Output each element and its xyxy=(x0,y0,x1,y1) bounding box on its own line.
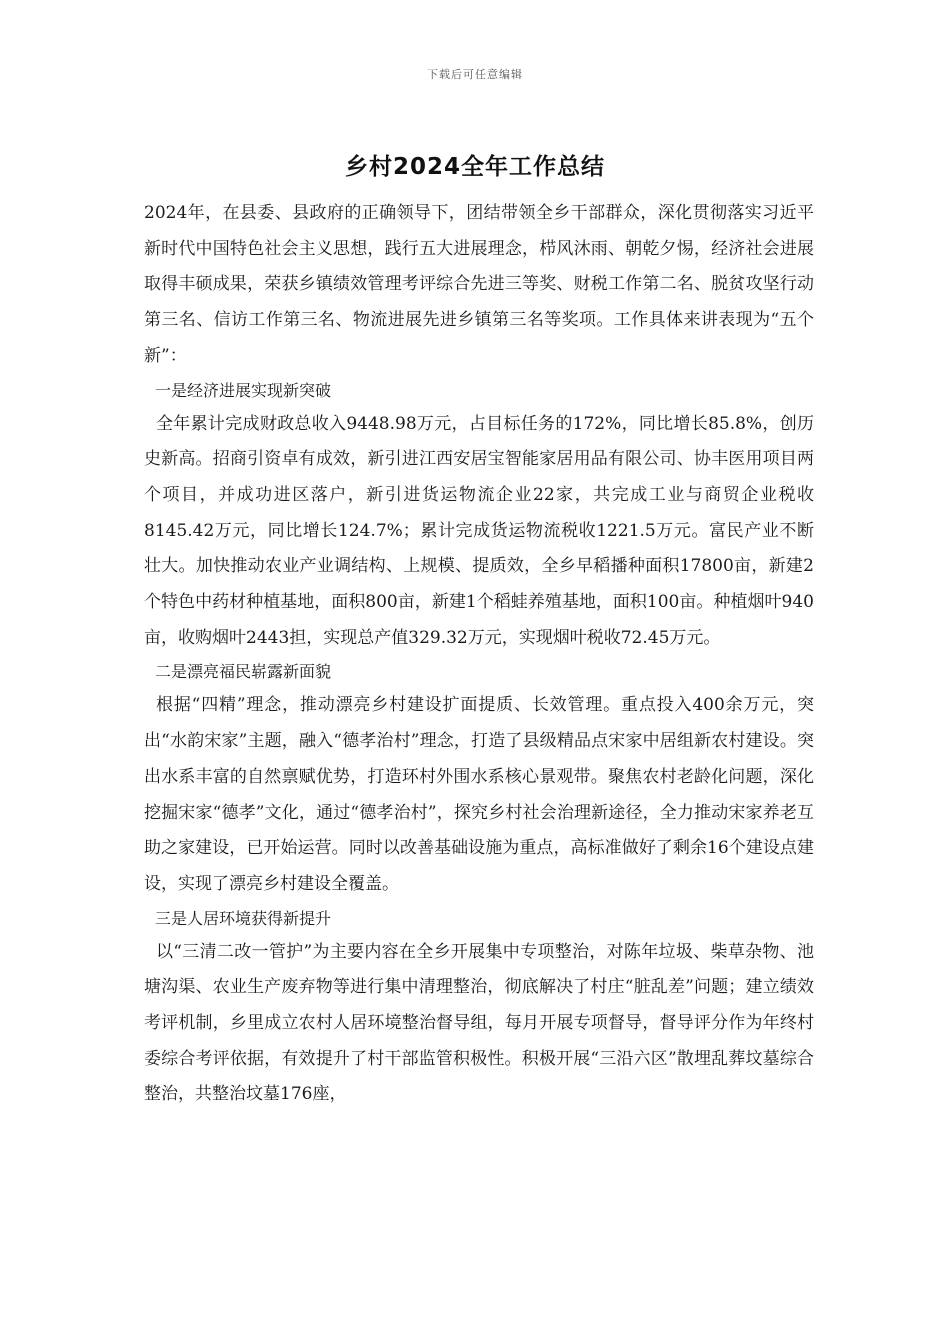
page-header-note: 下载后可任意编辑 xyxy=(427,68,523,81)
section-heading-living-environment: 三是人居环境获得新提升 xyxy=(155,908,332,928)
intro-paragraph: 2024年，在县委、县政府的正确领导下，团结带领全乡干部群众，深化贯彻落实习近平新时代中国特色社会主义思想，践行五大进展理念，栉风沐雨、朝乾夕惕，经济社会进展取得丰硕成果，荣获乡镇绩效管理考评综合先进三等奖、财税工作第二名、脱贫攻坚行动第三名、信访工作第三名、物流进展先进乡镇第三名等奖项。工作具体来讲表现为“五个新”： xyxy=(144,203,814,366)
document-title: 乡村2024全年工作总结 xyxy=(344,154,605,180)
section-text-living-environment: 以“三清二改一管护”为主要内容在全乡开展集中专项整治，对陈年垃圾、柴草杂物、池塘沟渠、农业生产废弃物等进行集中清理整治，彻底解决了村庄“脏乱差”问题；建立绩效考评机制，乡里成立农村人居环境整治督导组，每月开展专项督导，督导评分作为年终村委综合考评依据，有效提升了村干部监管积极性。积极开展“三沿六区”散埋乱葬坟墓综合整治，共整治坟墓176座， xyxy=(144,941,814,1105)
section-heading-beautiful-village: 二是漂亮福民崭露新面貌 xyxy=(155,662,332,682)
section-text-economy: 全年累计完成财政总收入9448.98万元，占目标任务的172%，同比增长85.8%，创历史新高。招商引资卓有成效，新引进江西安居宝智能家居用品有限公司、协丰医用项目两个项目，并成功进区落户，新引进货运物流企业22家，共完成工业与商贸企业税收8145.42万元，同比增长124.7%；累计完成货运物流税收1221.5万元。富民产业不断壮大。加快推动农业产业调结构、上规模、提质效，全乡早稻播种面积17800亩，新建2个特色中药材种植基地，面积800亩，新建1个稻蛙养殖基地，面积100亩。种植烟叶940亩，收购烟叶2443担，实现总产值329.32万元，实现烟叶税收72.45万元。 xyxy=(144,413,814,648)
section-heading-economy: 一是经济进展实现新突破 xyxy=(155,380,332,400)
section-text-beautiful-village: 根据“四精”理念，推动漂亮乡村建设扩面提质、长效管理。重点投入400余万元，突出“水韵宋家”主题，融入“德孝治村”理念，打造了县级精品点宋家中居组新农村建设。突出水系丰富的自然禀赋优势，打造环村外围水系核心景观带。聚焦农村老龄化问题，深化挖掘宋家“德孝”文化，通过“德孝治村”，探究乡村社会治理新途径，全力推动宋家养老互助之家建设，已开始运营。同时以改善基础设施为重点，高标准做好了剩余16个建设点建设，实现了漂亮乡村建设全覆盖。 xyxy=(144,695,814,894)
document-body xyxy=(144,196,814,1113)
